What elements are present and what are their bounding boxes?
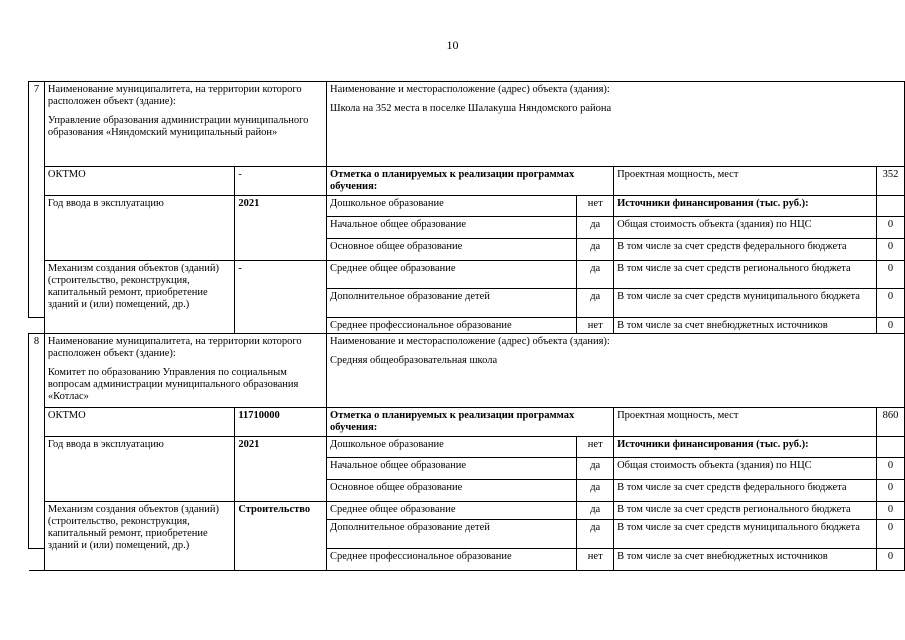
program-flag: да xyxy=(577,239,614,261)
funding-value: 0 xyxy=(877,520,905,549)
funding-value: 0 xyxy=(877,480,905,502)
funding-label: Общая стоимость объекта (здания) по НЦС xyxy=(614,217,877,239)
program-label: Начальное общее образование xyxy=(327,458,577,480)
municipality-cell xyxy=(44,334,326,408)
municipality-cell xyxy=(44,82,326,167)
program-label: Начальное общее образование xyxy=(327,217,577,239)
funding-header-value xyxy=(877,196,905,217)
record-header-row xyxy=(29,82,905,167)
object-cell xyxy=(327,334,905,408)
oktmo-label: ОКТМО xyxy=(44,167,234,196)
oktmo-row xyxy=(29,167,905,196)
funding-value: 0 xyxy=(877,458,905,480)
funding-value: 0 xyxy=(877,261,905,289)
program-label: Основное общее образование xyxy=(327,480,577,502)
design-capacity-value: 352 xyxy=(877,167,905,196)
program-label: Среднее профессиональное образование xyxy=(327,318,577,334)
record-number: 8 xyxy=(29,334,45,549)
program-row xyxy=(29,502,905,520)
commissioning-year-value: 2021 xyxy=(235,437,327,502)
object-header-label: Наименование и месторасположение (адрес) объекта (здания): xyxy=(330,336,610,347)
funding-value: 0 xyxy=(877,318,905,334)
program-row xyxy=(29,437,905,458)
program-flag: да xyxy=(577,480,614,502)
program-label: Среднее общее образование xyxy=(327,261,577,289)
program-row xyxy=(29,196,905,217)
record-number: 7 xyxy=(29,82,45,318)
mechanism-value: Строительство xyxy=(235,502,327,571)
program-flag: нет xyxy=(577,196,614,217)
municipality-header-label: Наименование муниципалитета, на территории которого расположен объект (здание): xyxy=(47,336,302,359)
mechanism-label: Механизм создания объектов (зданий) (строительство, реконструкция, капитальный ремонт, приобретение зданий и (или) помещений, др.) xyxy=(44,261,234,334)
page-number: 10 xyxy=(446,38,459,52)
funding-value: 0 xyxy=(877,502,905,520)
program-flag: да xyxy=(577,289,614,318)
program-label: Дополнительное образование детей xyxy=(327,520,577,549)
commissioning-year-label: Год ввода в эксплуатацию xyxy=(44,437,234,502)
funding-value: 0 xyxy=(877,549,905,571)
program-flag: да xyxy=(577,502,614,520)
funding-header-value xyxy=(877,437,905,458)
funding-label: В том числе за счет средств регионального бюджета xyxy=(614,261,877,289)
program-flag: да xyxy=(577,458,614,480)
funding-label: Общая стоимость объекта (здания) по НЦС xyxy=(614,458,877,480)
program-flag: да xyxy=(577,217,614,239)
design-capacity-label: Проектная мощность, мест xyxy=(614,408,877,437)
funding-label: В том числе за счет внебюджетных источников xyxy=(614,549,877,571)
oktmo-value: - xyxy=(235,167,327,196)
program-label: Среднее общее образование xyxy=(327,502,577,520)
program-label: Основное общее образование xyxy=(327,239,577,261)
program-flag: нет xyxy=(577,437,614,458)
oktmo-row xyxy=(29,408,905,437)
objects-table xyxy=(28,81,905,571)
oktmo-label: ОКТМО xyxy=(44,408,234,437)
funding-value: 0 xyxy=(877,289,905,318)
program-row xyxy=(29,261,905,289)
municipality-name: Управление образования администрации муниципального образования «Няндомский муниципальный район» xyxy=(47,115,309,138)
program-flag: нет xyxy=(577,318,614,334)
funding-label: В том числе за счет средств муниципального бюджета xyxy=(614,520,877,549)
funding-label: В том числе за счет средств муниципального бюджета xyxy=(614,289,877,318)
funding-label: В том числе за счет средств регионального бюджета xyxy=(614,502,877,520)
funding-sources-label: Источники финансирования (тыс. руб.): xyxy=(614,196,877,217)
record-header-row xyxy=(29,334,905,408)
program-flag: да xyxy=(577,261,614,289)
program-flag: нет xyxy=(577,549,614,571)
object-name: Средняя общеобразовательная школа xyxy=(330,355,498,366)
funding-label: В том числе за счет средств федерального бюджета xyxy=(614,239,877,261)
object-cell xyxy=(327,82,905,167)
commissioning-year-label: Год ввода в эксплуатацию xyxy=(44,196,234,261)
funding-label: В том числе за счет внебюджетных источников xyxy=(614,318,877,334)
program-label: Дополнительное образование детей xyxy=(327,289,577,318)
oktmo-value: 11710000 xyxy=(235,408,327,437)
funding-value: 0 xyxy=(877,217,905,239)
commissioning-year-value: 2021 xyxy=(235,196,327,261)
mechanism-value: - xyxy=(235,261,327,334)
funding-sources-label: Источники финансирования (тыс. руб.): xyxy=(614,437,877,458)
object-name: Школа на 352 места в поселке Шалакуша Няндомского района xyxy=(330,103,612,114)
municipality-header-label: Наименование муниципалитета, на территории которого расположен объект (здание): xyxy=(47,84,302,107)
programs-mark-label: Отметка о планируемых к реализации программах обучения: xyxy=(327,408,614,437)
municipality-name: Комитет по образованию Управления по социальным вопросам администрации муниципального образования «Котлас» xyxy=(47,367,299,402)
programs-mark-label: Отметка о планируемых к реализации программах обучения: xyxy=(327,167,614,196)
funding-value: 0 xyxy=(877,239,905,261)
program-label: Дошкольное образование xyxy=(327,437,577,458)
object-header-label: Наименование и месторасположение (адрес) объекта (здания): xyxy=(330,84,610,95)
program-flag: да xyxy=(577,520,614,549)
mechanism-label: Механизм создания объектов (зданий) (строительство, реконструкция, капитальный ремонт, приобретение зданий и (или) помещений, др.) xyxy=(44,502,234,571)
design-capacity-value: 860 xyxy=(877,408,905,437)
program-label: Среднее профессиональное образование xyxy=(327,549,577,571)
program-label: Дошкольное образование xyxy=(327,196,577,217)
funding-label: В том числе за счет средств федерального бюджета xyxy=(614,480,877,502)
design-capacity-label: Проектная мощность, мест xyxy=(614,167,877,196)
